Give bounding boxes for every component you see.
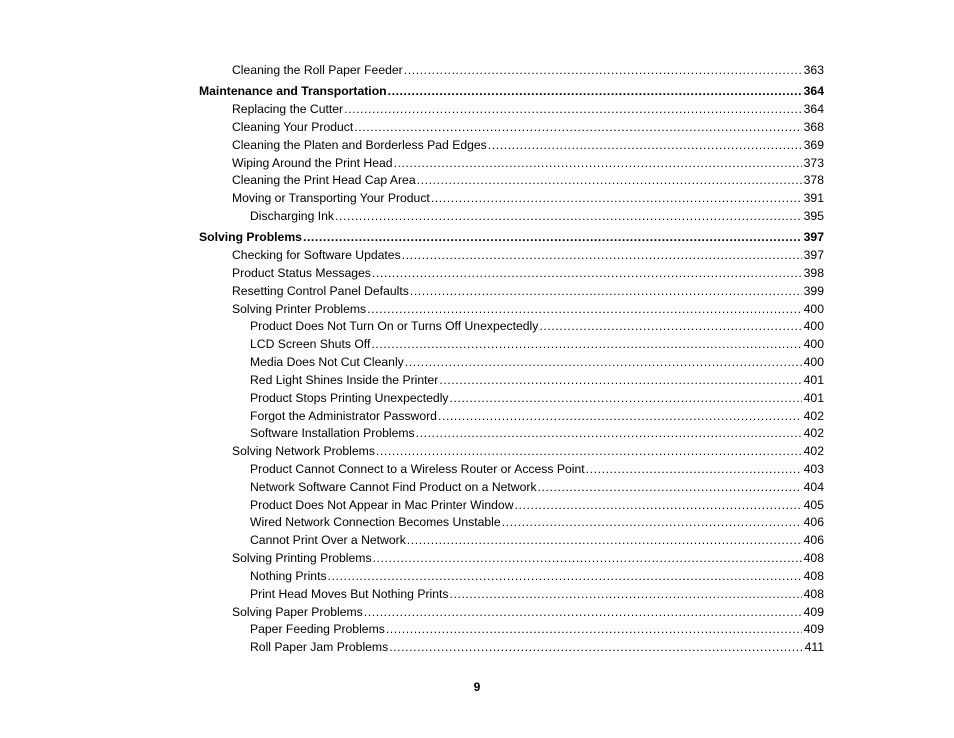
- toc-dot-leader: [389, 639, 802, 655]
- toc-entry-title: Red Light Shines Inside the Printer: [250, 373, 439, 387]
- toc-entry-page: 368: [803, 120, 824, 134]
- toc-chapter-entry[interactable]: [199, 229, 824, 245]
- toc-dot-leader: [372, 265, 802, 281]
- toc-dot-leader: [431, 190, 802, 206]
- toc-dot-leader: [439, 372, 801, 388]
- toc-dot-leader: [373, 550, 802, 566]
- toc-subsection-entry[interactable]: [250, 390, 824, 406]
- toc-dot-leader: [449, 586, 801, 602]
- toc-entry-title: Roll Paper Jam Problems: [250, 640, 389, 654]
- toc-entry-title: Cleaning the Print Head Cap Area: [232, 173, 416, 187]
- toc-dot-leader: [407, 532, 802, 548]
- toc-entry-page: 399: [803, 284, 824, 298]
- toc-entry-page: 402: [803, 409, 824, 423]
- toc-entry-title: Product Cannot Connect to a Wireless Router or Access Point: [250, 462, 585, 476]
- toc-dot-leader: [376, 443, 802, 459]
- toc-dot-leader: [394, 155, 802, 171]
- toc-dot-leader: [538, 479, 802, 495]
- toc-entry-title: Network Software Cannot Find Product on a Network: [250, 480, 537, 494]
- toc-dot-leader: [371, 336, 801, 352]
- toc-entry-page: 402: [803, 426, 824, 440]
- toc-entry-page: 369: [803, 138, 824, 152]
- toc-entry-title: Replacing the Cutter: [232, 102, 344, 116]
- toc-dot-leader: [364, 604, 802, 620]
- toc-entry-page: 395: [803, 209, 824, 223]
- toc-entry-title: Product Stops Printing Unexpectedly: [250, 391, 449, 405]
- toc-entry-page: 391: [803, 191, 824, 205]
- toc-entry-page: 406: [803, 515, 824, 529]
- toc-entry-title: Solving Printer Problems: [232, 302, 367, 316]
- toc-entry-title: Product Status Messages: [232, 266, 371, 280]
- toc-section-entry[interactable]: [232, 265, 824, 281]
- toc-section-entry[interactable]: [232, 604, 824, 620]
- toc-entry-title: Checking for Software Updates: [232, 248, 401, 262]
- toc-entry-page: 408: [803, 587, 824, 601]
- toc-dot-leader: [586, 461, 802, 477]
- toc-entry-title: Cleaning the Platen and Borderless Pad Edges: [232, 138, 487, 152]
- toc-subsection-entry[interactable]: [250, 408, 824, 424]
- toc-entry-page: 406: [803, 533, 824, 547]
- toc-entry-page: 397: [803, 248, 824, 262]
- toc-subsection-entry[interactable]: [250, 318, 824, 334]
- toc-subsection-entry[interactable]: [250, 514, 824, 530]
- toc-section-entry[interactable]: [232, 101, 824, 117]
- toc-entry-page: 397: [803, 230, 824, 244]
- toc-entry-title: Maintenance and Transportation: [199, 84, 387, 98]
- toc-entry-title: Cleaning Your Product: [232, 120, 354, 134]
- toc-entry-page: 363: [803, 63, 824, 77]
- toc-entry-title: Solving Printing Problems: [232, 551, 372, 565]
- page-number: 9: [473, 680, 481, 694]
- toc-dot-leader: [515, 497, 802, 513]
- toc-entry-page: 400: [803, 355, 824, 369]
- toc-entry-title: Wired Network Connection Becomes Unstable: [250, 515, 501, 529]
- toc-dot-leader: [417, 172, 802, 188]
- toc-entry-page: 401: [803, 391, 824, 405]
- toc-dot-leader: [386, 621, 802, 637]
- toc-dot-leader: [367, 301, 802, 317]
- toc-entry-page: 409: [803, 605, 824, 619]
- toc-entry-title: Product Does Not Appear in Mac Printer Window: [250, 498, 514, 512]
- toc-subsection-entry[interactable]: [250, 354, 824, 370]
- toc-section-entry[interactable]: [232, 550, 824, 566]
- toc-subsection-entry[interactable]: [250, 586, 824, 602]
- toc-dot-leader: [388, 83, 802, 99]
- toc-entry-page: 364: [803, 84, 824, 98]
- toc-entry-page: 398: [803, 266, 824, 280]
- toc-section-entry[interactable]: [232, 190, 824, 206]
- toc-dot-leader: [410, 283, 802, 299]
- toc-subsection-entry[interactable]: [250, 621, 824, 637]
- toc-dot-leader: [502, 514, 802, 530]
- toc-dot-leader: [450, 390, 802, 406]
- toc-subsection-entry[interactable]: [250, 208, 824, 224]
- toc-entry-title: Moving or Transporting Your Product: [232, 191, 430, 205]
- toc-entry-page: 405: [803, 498, 824, 512]
- toc-entry-page: 401: [803, 373, 824, 387]
- toc-entry-page: 400: [803, 319, 824, 333]
- toc-entry-title: Solving Network Problems: [232, 444, 375, 458]
- toc-subsection-entry[interactable]: [250, 639, 824, 655]
- toc-section-entry[interactable]: [232, 155, 824, 171]
- toc-section-entry[interactable]: [232, 301, 824, 317]
- toc-entry-page: 409: [803, 622, 824, 636]
- toc-entry-page: 404: [803, 480, 824, 494]
- toc-subsection-entry[interactable]: [250, 532, 824, 548]
- toc-entry-title: Media Does Not Cut Cleanly: [250, 355, 404, 369]
- toc-entry-title: Nothing Prints: [250, 569, 327, 583]
- toc-dot-leader: [539, 318, 801, 334]
- toc-entry-title: Solving Problems: [199, 230, 302, 244]
- toc-entry-title: Cannot Print Over a Network: [250, 533, 406, 547]
- toc-entry-page: 403: [803, 462, 824, 476]
- toc-dot-leader: [335, 208, 802, 224]
- toc-entry-page: 373: [803, 156, 824, 170]
- toc-entry-page: 402: [803, 444, 824, 458]
- toc-section-entry[interactable]: [232, 137, 824, 153]
- toc-entry-page: 408: [803, 551, 824, 565]
- toc-entry-page: 400: [803, 337, 824, 351]
- toc-chapter-entry[interactable]: [199, 83, 824, 99]
- toc-subsection-entry[interactable]: [250, 497, 824, 513]
- toc-dot-leader: [416, 425, 802, 441]
- toc-subsection-entry[interactable]: [250, 425, 824, 441]
- toc-entry-title: Resetting Control Panel Defaults: [232, 284, 409, 298]
- toc-dot-leader: [404, 62, 802, 78]
- toc-section-entry[interactable]: [232, 247, 824, 263]
- toc-section-entry[interactable]: [232, 172, 824, 188]
- toc-section-entry[interactable]: [232, 119, 824, 135]
- toc-entry-title: LCD Screen Shuts Off: [250, 337, 371, 351]
- toc-entry-title: Wiping Around the Print Head: [232, 156, 393, 170]
- toc-entry-page: 408: [803, 569, 824, 583]
- toc-dot-leader: [328, 568, 802, 584]
- toc-entry-title: Print Head Moves But Nothing Prints: [250, 587, 449, 601]
- toc-entry-title: Discharging Ink: [250, 209, 334, 223]
- toc-entry-title: Product Does Not Turn On or Turns Off Unexpectedly: [250, 319, 539, 333]
- toc-dot-leader: [344, 101, 802, 117]
- toc-entry-page: 364: [803, 102, 824, 116]
- toc-dot-leader: [303, 229, 802, 245]
- toc-entry-title: Cleaning the Roll Paper Feeder: [232, 63, 403, 77]
- toc-dot-leader: [488, 137, 802, 153]
- toc-section-entry[interactable]: [232, 443, 824, 459]
- toc-entry-title: Forgot the Administrator Password: [250, 409, 437, 423]
- toc-entry-page: 400: [803, 302, 824, 316]
- toc-entry-title: Solving Paper Problems: [232, 605, 363, 619]
- toc-entry-title: Software Installation Problems: [250, 426, 415, 440]
- toc-subsection-entry[interactable]: [250, 479, 824, 495]
- toc-section-entry[interactable]: [232, 62, 824, 78]
- toc-dot-leader: [354, 119, 801, 135]
- toc-entry-title: Paper Feeding Problems: [250, 622, 385, 636]
- toc-subsection-entry[interactable]: [250, 372, 824, 388]
- toc-subsection-entry[interactable]: [250, 461, 824, 477]
- toc-section-entry[interactable]: [232, 283, 824, 299]
- toc-dot-leader: [438, 408, 802, 424]
- toc-entry-page: 378: [803, 173, 824, 187]
- toc-dot-leader: [402, 247, 802, 263]
- toc-entry-page: 411: [804, 640, 824, 654]
- toc-subsection-entry[interactable]: [250, 336, 824, 352]
- toc-dot-leader: [405, 354, 802, 370]
- toc-subsection-entry[interactable]: [250, 568, 824, 584]
